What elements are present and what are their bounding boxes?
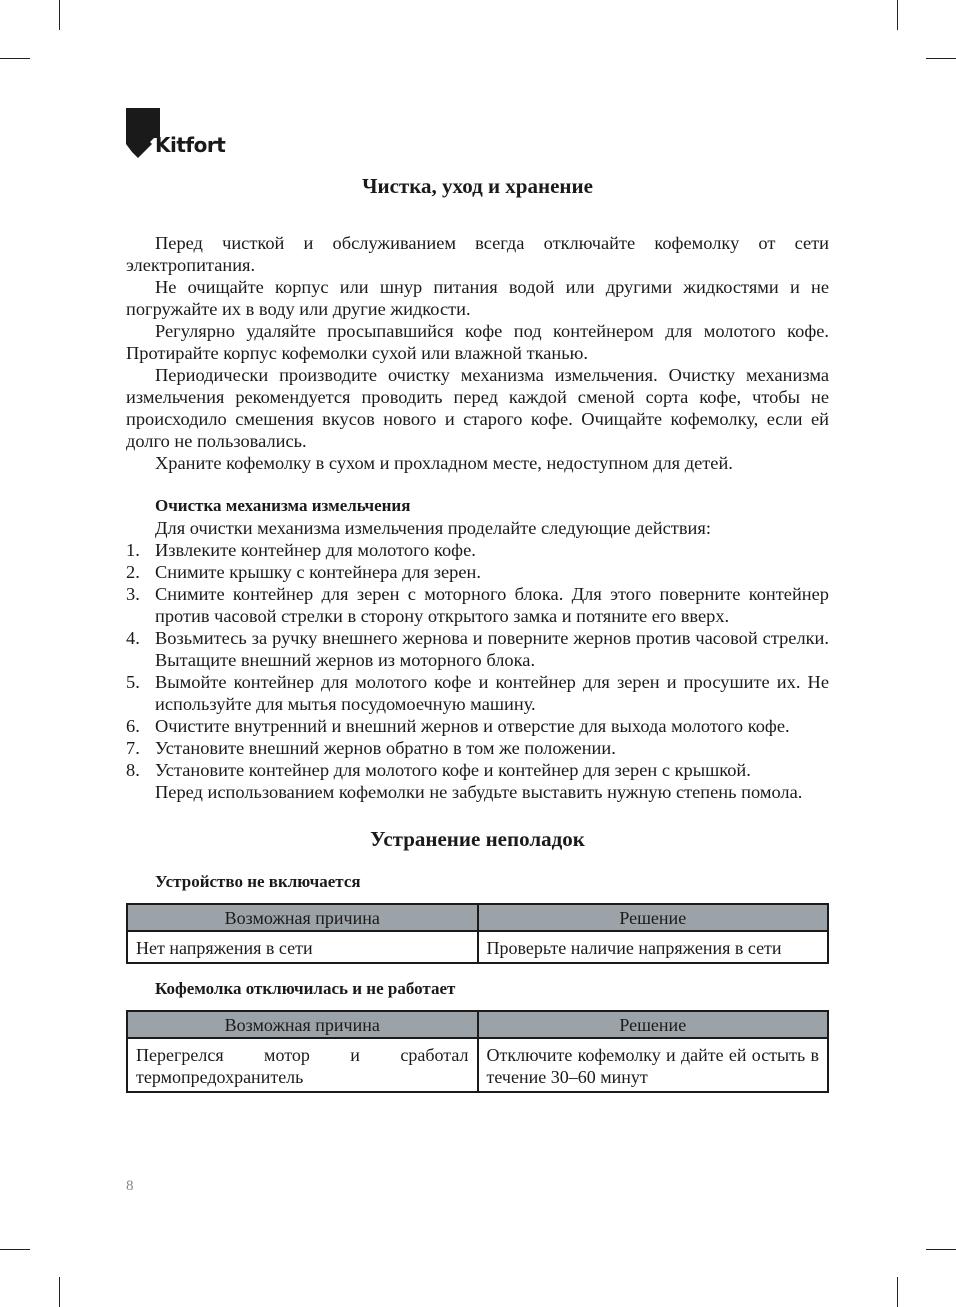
crop-mark [897, 1277, 898, 1307]
table-row [127, 1038, 828, 1092]
troubleshooting-table [126, 1010, 829, 1093]
solution-cell: Отключите кофемолку и дайте ей остыть в течение 30–60 минут [478, 1038, 829, 1092]
step-number: 1. [126, 540, 140, 560]
paragraph: Не очищайте корпус или шнур питания водой или другими жидкостями и не погружайте их в воду или другие жидкости. [126, 277, 829, 319]
list-item [126, 715, 829, 737]
step-text: Установите контейнер для молотого кофе и контейнер для зерен с крышкой. [155, 760, 751, 780]
list-item [126, 583, 829, 627]
solution-cell: Проверьте наличие напряжения в сети [478, 931, 829, 963]
table-row [127, 931, 828, 963]
list-item [126, 671, 829, 715]
step-text: Снимите крышку с контейнера для зерен. [155, 562, 481, 582]
list-item [126, 737, 829, 759]
crop-mark [0, 58, 30, 59]
list-item [126, 759, 829, 781]
step-text: Вымойте контейнер для молотого кофе и контейнер для зерен и просушите их. Не используйте для мытья посудомоечную машину. [155, 672, 829, 714]
list-item [126, 627, 829, 671]
cause-cell: Перегрелся мотор и сработал термопредохранитель [127, 1038, 478, 1092]
step-number: 6. [126, 716, 140, 736]
step-number: 2. [126, 562, 140, 582]
step-text: Возьмитесь за ручку внешнего жернова и поверните жернов против часовой стрелки. Вытащите внешний жернов из моторного блока. [155, 628, 829, 670]
section-title-cleaning: Чистка, уход и хранение [362, 174, 593, 198]
brand-logo-text: Kitfort [155, 133, 226, 157]
page-number: 8 [126, 1178, 134, 1194]
crop-mark [926, 58, 956, 59]
column-header-solution: Решение [478, 1011, 829, 1038]
crop-mark [59, 0, 60, 30]
cause-cell: Нет напряжения в сети [127, 931, 478, 963]
troubleshooting-table [126, 903, 829, 964]
paragraph: Периодически производите очистку механизма измельчения. Очистку механизма измельчения рекомендуется проводить перед каждой сменой сорта кофе, чтобы не происходило смешения вкусов нового и старого кофе. Очищайте кофемолку, если ей долго не пользовались. [126, 365, 829, 451]
column-header-solution: Решение [478, 904, 829, 931]
section-title-troubleshooting: Устранение неполадок [370, 827, 585, 851]
step-number: 5. [126, 672, 140, 692]
step-number: 7. [126, 738, 140, 758]
paragraph: Регулярно удаляйте просыпавшийся кофе под контейнером для молотого кофе. Протирайте корпус кофемолки сухой или влажной тканью. [126, 321, 829, 363]
paragraph: Храните кофемолку в сухом и прохладном месте, недоступном для детей. [155, 453, 733, 473]
problem-heading: Устройство не включается [155, 872, 361, 891]
closing-note: Перед использованием кофемолки не забудьте выставить нужную степень помола. [155, 782, 803, 802]
step-number: 4. [126, 628, 140, 648]
crop-mark [0, 1249, 30, 1250]
crop-mark [59, 1277, 60, 1307]
crop-mark [897, 0, 898, 30]
step-number: 8. [126, 760, 140, 780]
steps-intro: Для очистки механизма измельчения проделайте следующие действия: [155, 518, 711, 538]
problem-heading: Кофемолка отключилась и не работает [155, 979, 456, 998]
step-text: Очистите внутренний и внешний жернов и отверстие для выхода молотого кофе. [155, 716, 790, 736]
list-item [126, 561, 829, 583]
page-content [126, 172, 829, 1107]
column-header-cause: Возможная причина [127, 1011, 478, 1038]
cleaning-steps-list [126, 539, 829, 781]
subheading-grinder-cleaning: Очистка механизма измельчения [155, 496, 411, 515]
step-text: Установите внешний жернов обратно в том же положении. [155, 738, 616, 758]
paragraph: Перед чисткой и обслуживанием всегда отключайте кофемолку от сети электропитания. [126, 233, 829, 275]
crop-mark [926, 1249, 956, 1250]
step-text: Снимите контейнер для зерен с моторного блока. Для этого поверните контейнер против часовой стрелки в сторону открытого замка и потяните его вверх. [155, 584, 829, 626]
list-item [126, 539, 829, 561]
step-text: Извлеките контейнер для молотого кофе. [155, 540, 476, 560]
column-header-cause: Возможная причина [127, 904, 478, 931]
step-number: 3. [126, 584, 140, 604]
